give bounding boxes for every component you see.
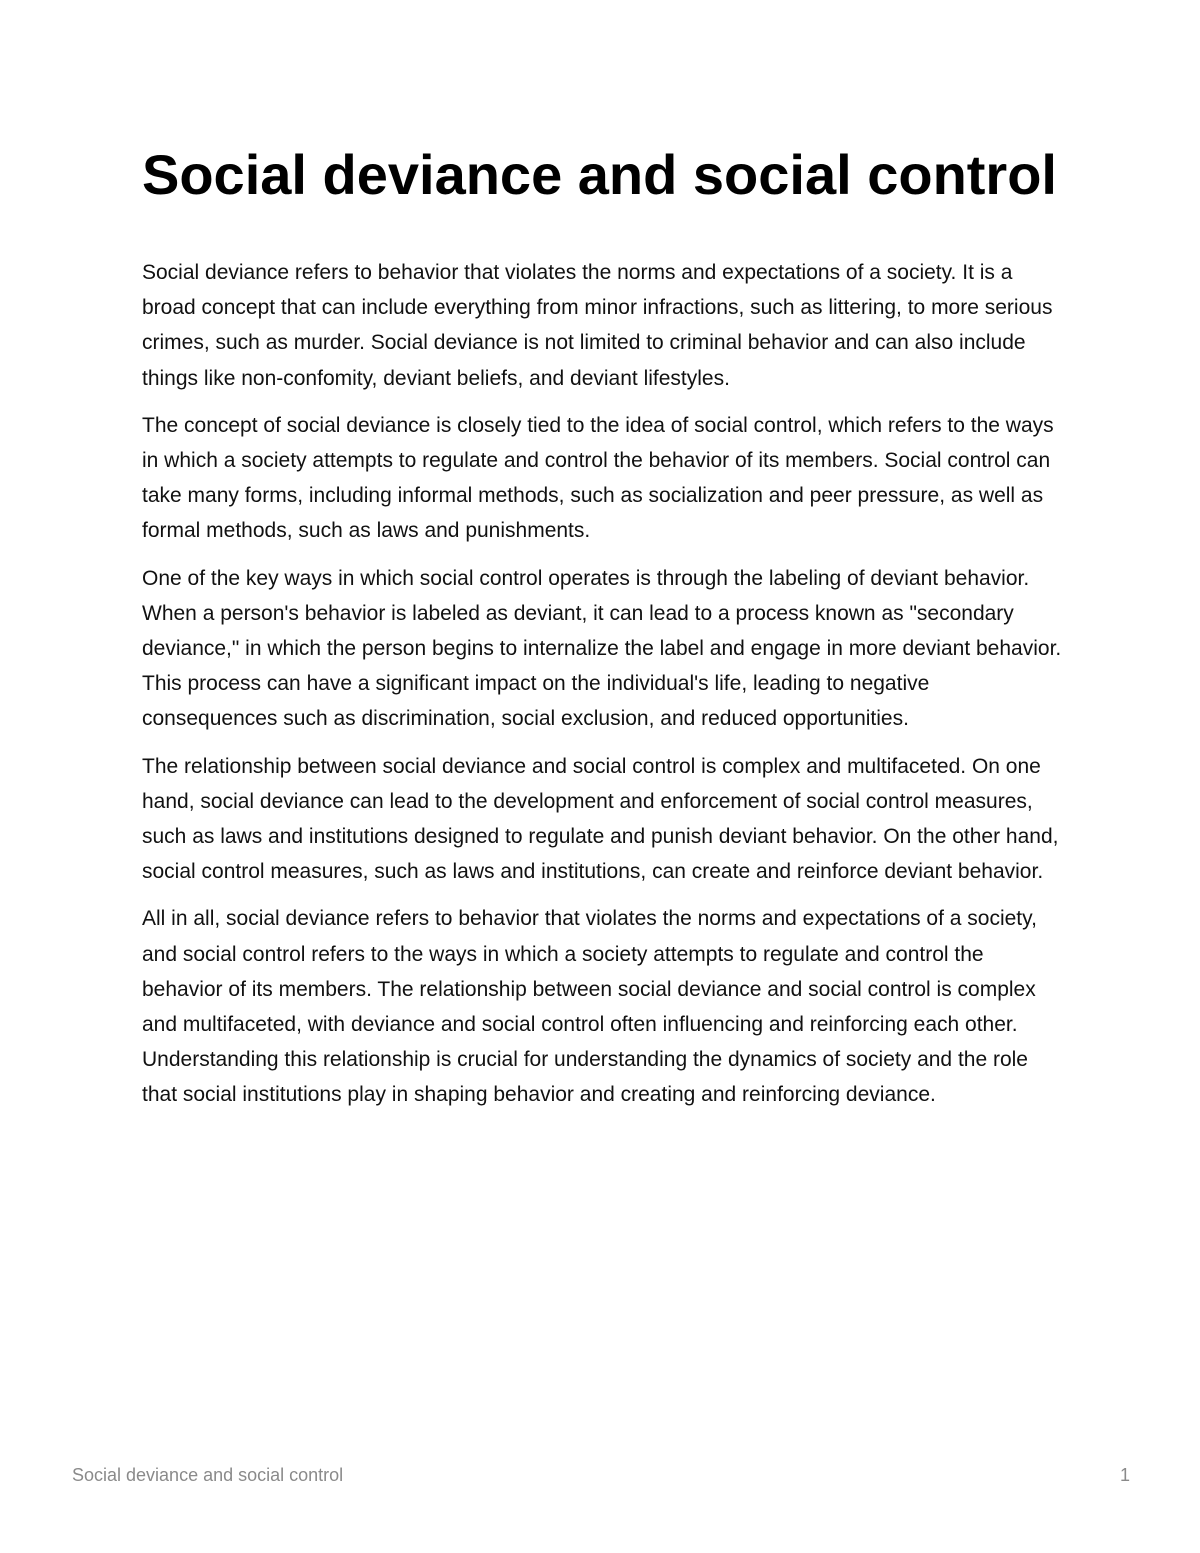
paragraph-5: All in all, social deviance refers to behavior that violates the norms and expectations of a society, and social control refers to the ways in which a society attempts to regulate and control the behavior of its members. The relationship between social deviance and social control is complex and multifaceted, with deviance and social control often influencing and reinforcing each other. Understanding this relationship is crucial for understanding the dynamics of society and the role that social institutions play in shaping behavior and creating and reinforcing deviance. [142, 907, 1037, 1107]
page-footer [72, 1465, 1130, 1489]
footer-title: Social deviance and social control [72, 1465, 344, 1485]
paragraph-3: One of the key ways in which social control operates is through the labeling of deviant behavior. When a person's behavior is labeled as deviant, it can lead to a process known as "secondary deviance," in which the person begins to internalize the label and engage in more deviant behavior. This process can have a significant impact on the individual's life, leading to negative consequences such as discrimination, social exclusion, and reduced opportunities. [142, 566, 1062, 731]
page-title: Social deviance and social control [142, 143, 1057, 206]
paragraph-4: The relationship between social deviance and social control is complex and multifaceted. On one hand, social deviance can lead to the development and enforcement of social control measures, such as laws and institutions designed to regulate and punish deviant behavior. On the other hand, social control measures, such as laws and institutions, can create and reinforce deviant behavior. [142, 754, 1059, 884]
document-body [142, 255, 1062, 1113]
paragraph-1: Social deviance refers to behavior that violates the norms and expectations of a society. It is a broad concept that can include everything from minor infractions, such as littering, to more serious crimes, such as murder. Social deviance is not limited to criminal behavior and can also include things like non-confomity, deviant beliefs, and deviant lifestyles. [142, 261, 1053, 390]
paragraph-2: The concept of social deviance is closely tied to the idea of social control, which refers to the ways in which a society attempts to regulate and control the behavior of its members. Social control can take many forms, including informal methods, such as socialization and peer pressure, as well as formal methods, such as laws and punishments. [142, 413, 1054, 543]
page-number: 1 [1119, 1465, 1130, 1485]
document-content [142, 140, 1062, 1125]
